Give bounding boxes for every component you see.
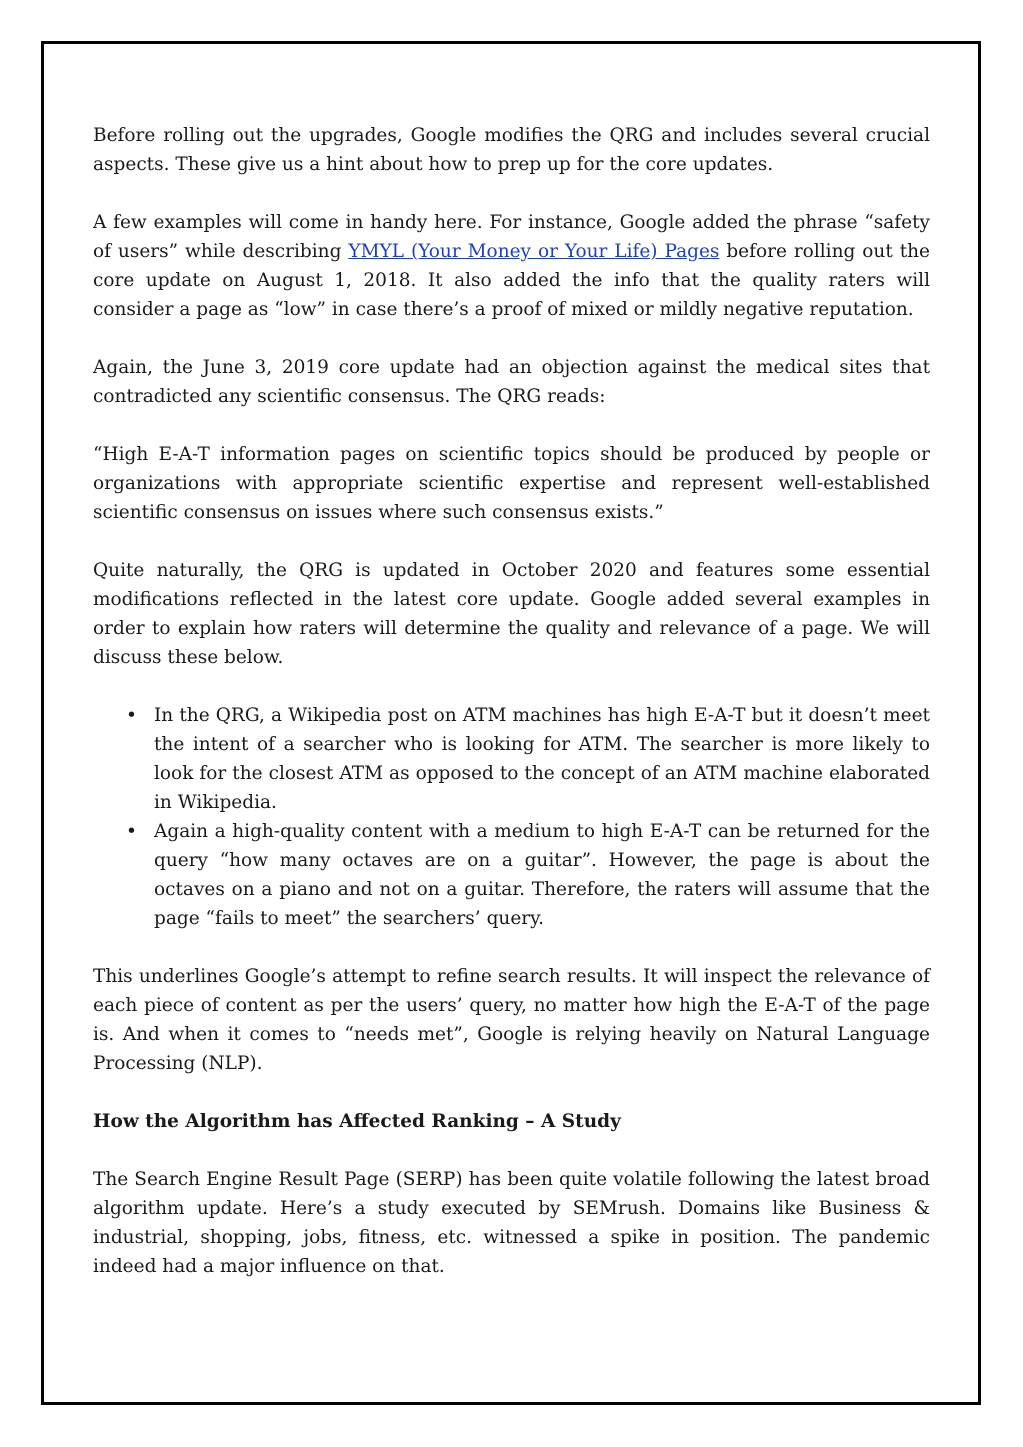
paragraph-serp-study: The Search Engine Result Page (SERP) has been quite volatile following the latest broad algorithm update. Here’s a study executed by SEMrush. Domains like Business & industrial, shopping, jobs, fitness, etc. witnessed a spike in position. The pandemic indeed had a major influence on that. <box>93 1169 930 1277</box>
paragraph-examples-before: A few examples will come in handy here. For instance, Google added the phrase “safety of users” while describing <box>93 212 930 262</box>
list-item-text: In the QRG, a Wikipedia post on ATM machines has high E-A-T but it doesn’t meet the intent of a searcher who is looking for ATM. The searcher is more likely to look for the closest ATM as opposed to the concept of an ATM machine elaborated in Wikipedia. <box>154 705 930 813</box>
paragraph-june-update: Again, the June 3, 2019 core update had an objection against the medical sites that contradicted any scientific consensus. The QRG reads: <box>93 357 930 407</box>
paragraph-examples <box>93 208 930 324</box>
paragraph-examples-after: before rolling out the core update on August 1, 2018. It also added the info that the quality raters will consider a page as “low” in case there’s a proof of mixed or mildly negative reputation. <box>93 241 930 320</box>
paragraph-intro: Before rolling out the upgrades, Google modifies the QRG and includes several crucial aspects. These give us a hint about how to prep up for the core updates. <box>93 125 930 175</box>
list-item <box>93 701 930 817</box>
qrg-quote: “High E-A-T information pages on scientific topics should be produced by people or organizations with appropriate scientific expertise and represent well-established scientific consensus on issues where such consensus exists.” <box>93 444 930 523</box>
list-item-text: Again a high-quality content with a medium to high E-A-T can be returned for the query “how many octaves are on a guitar”. However, the page is about the octaves on a piano and not on a guitar. Therefore, the raters will assume that the page “fails to meet” the searchers’ query. <box>154 821 930 929</box>
section-heading: How the Algorithm has Affected Ranking – A Study <box>93 1111 621 1132</box>
bullet-icon: • <box>126 821 137 842</box>
paragraph-nlp: This underlines Google’s attempt to refine search results. It will inspect the relevance of each piece of content as per the users’ query, no matter how high the E-A-T of the page is. And when it comes to “needs met”, Google is relying heavily on Natural Language Processing (NLP). <box>93 966 930 1074</box>
list-item <box>93 817 930 933</box>
examples-list <box>93 701 930 933</box>
document-body <box>93 121 930 1281</box>
ymyl-link[interactable]: YMYL (Your Money or Your Life) Pages <box>348 241 720 262</box>
paragraph-october-update: Quite naturally, the QRG is updated in October 2020 and features some essential modifications reflected in the latest core update. Google added several examples in order to explain how raters will determine the quality and relevance of a page. We will discuss these below. <box>93 560 930 668</box>
bullet-icon: • <box>126 705 137 726</box>
